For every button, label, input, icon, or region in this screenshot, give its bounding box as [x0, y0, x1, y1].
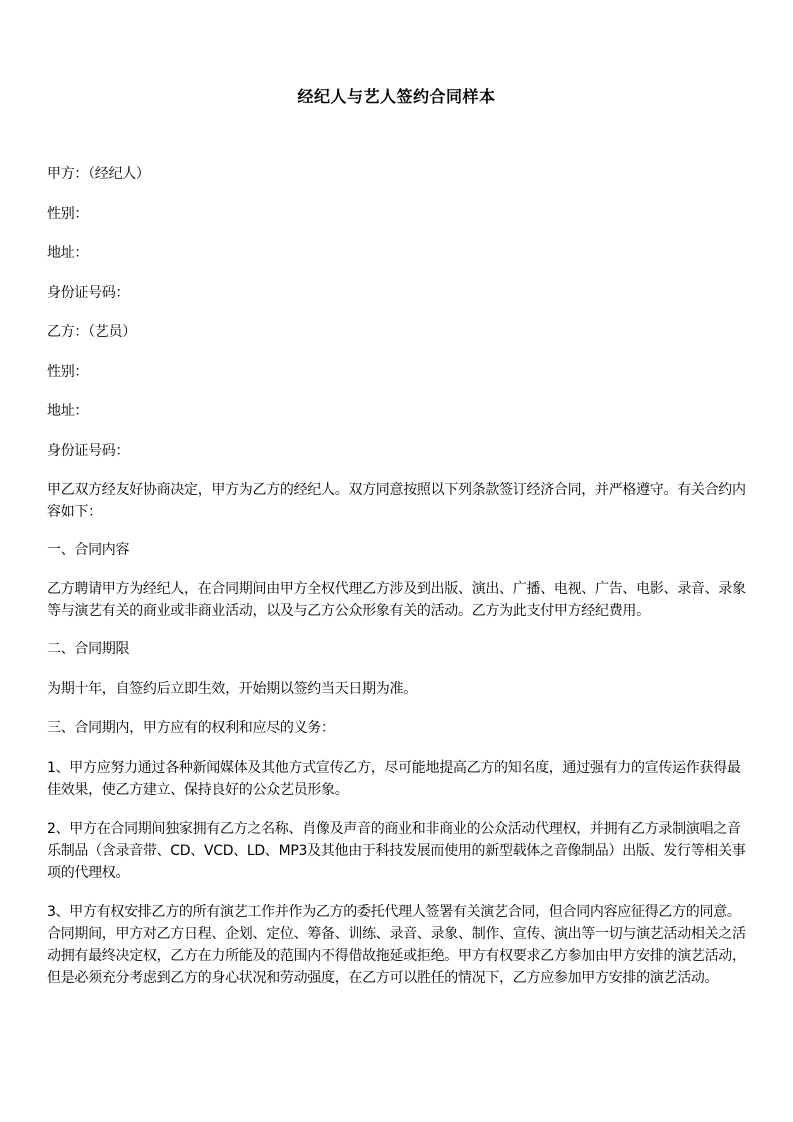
section-heading: 一、合同内容 [47, 542, 130, 558]
section-paragraph: 2、甲方在合同期间独家拥有乙方之名称、肖像及声音的商业和非商业的公众活动代理权，并拥有乙方录制演唱之音乐制品（含录音带、CD、VCD、LD、MP3及其他由于科技发展而使用的新型载体之音像制品）出版、发行等相关事项的代理权。 [47, 821, 746, 881]
section-heading: 二、合同期限 [47, 641, 130, 657]
party-a-gender: 性别： [47, 206, 89, 222]
party-a-label: 甲方：（经纪人） [47, 166, 150, 182]
party-b-gender: 性别： [47, 364, 89, 380]
section-paragraph: 3、甲方有权安排乙方的所有演艺工作并作为乙方的委托代理人签署有关演艺合同，但合同内容应征得乙方的同意。合同期间，甲方对乙方日程、企划、定位、筹备、训练、录音、录象、制作、宣传、演出等一切与演艺活动相关之活动拥有最终决定权，乙方在力所能及的范围内不得借故拖延或拒绝。甲方有权要求乙方参加由甲方安排的演艺活动，但是必须充分考虑到乙方的身心状况和劳动强度，在乙方可以胜任的情况下，乙方应参加甲方安排的演艺活动。 [47, 904, 746, 986]
party-a-id-number: 身份证号码： [47, 285, 130, 301]
document-title: 经纪人与艺人签约合同样本 [297, 87, 496, 106]
party-a-address: 地址： [47, 245, 89, 261]
section-paragraph: 为期十年，自签约后立即生效，开始期以签约当天日期为准。 [47, 681, 417, 697]
party-b-label: 乙方：（艺员） [47, 324, 136, 340]
party-b-id-number: 身份证号码： [47, 443, 130, 459]
party-b-address: 地址： [47, 403, 89, 419]
section-paragraph: 1、甲方应努力通过各种新闻媒体及其他方式宣传乙方，尽可能地提高乙方的知名度，通过强有力的宣传运作获得最佳效果，使乙方建立、保持良好的公众艺员形象。 [47, 760, 741, 798]
intro-paragraph: 甲乙双方经友好协商决定，甲方为乙方的经纪人。双方同意按照以下列条款签订经济合同，并严格遵守。有关合约内容如下： [47, 482, 746, 520]
section-paragraph: 乙方聘请甲方为经纪人，在合同期间由甲方全权代理乙方涉及到出版、演出、广播、电视、广告、电影、录音、录象等与演艺有关的商业或非商业活动，以及与乙方公众形象有关的活动。乙方为此支付甲方经纪费用。 [47, 581, 746, 619]
section-heading: 三、合同期内，甲方应有的权利和应尽的义务： [47, 720, 335, 736]
